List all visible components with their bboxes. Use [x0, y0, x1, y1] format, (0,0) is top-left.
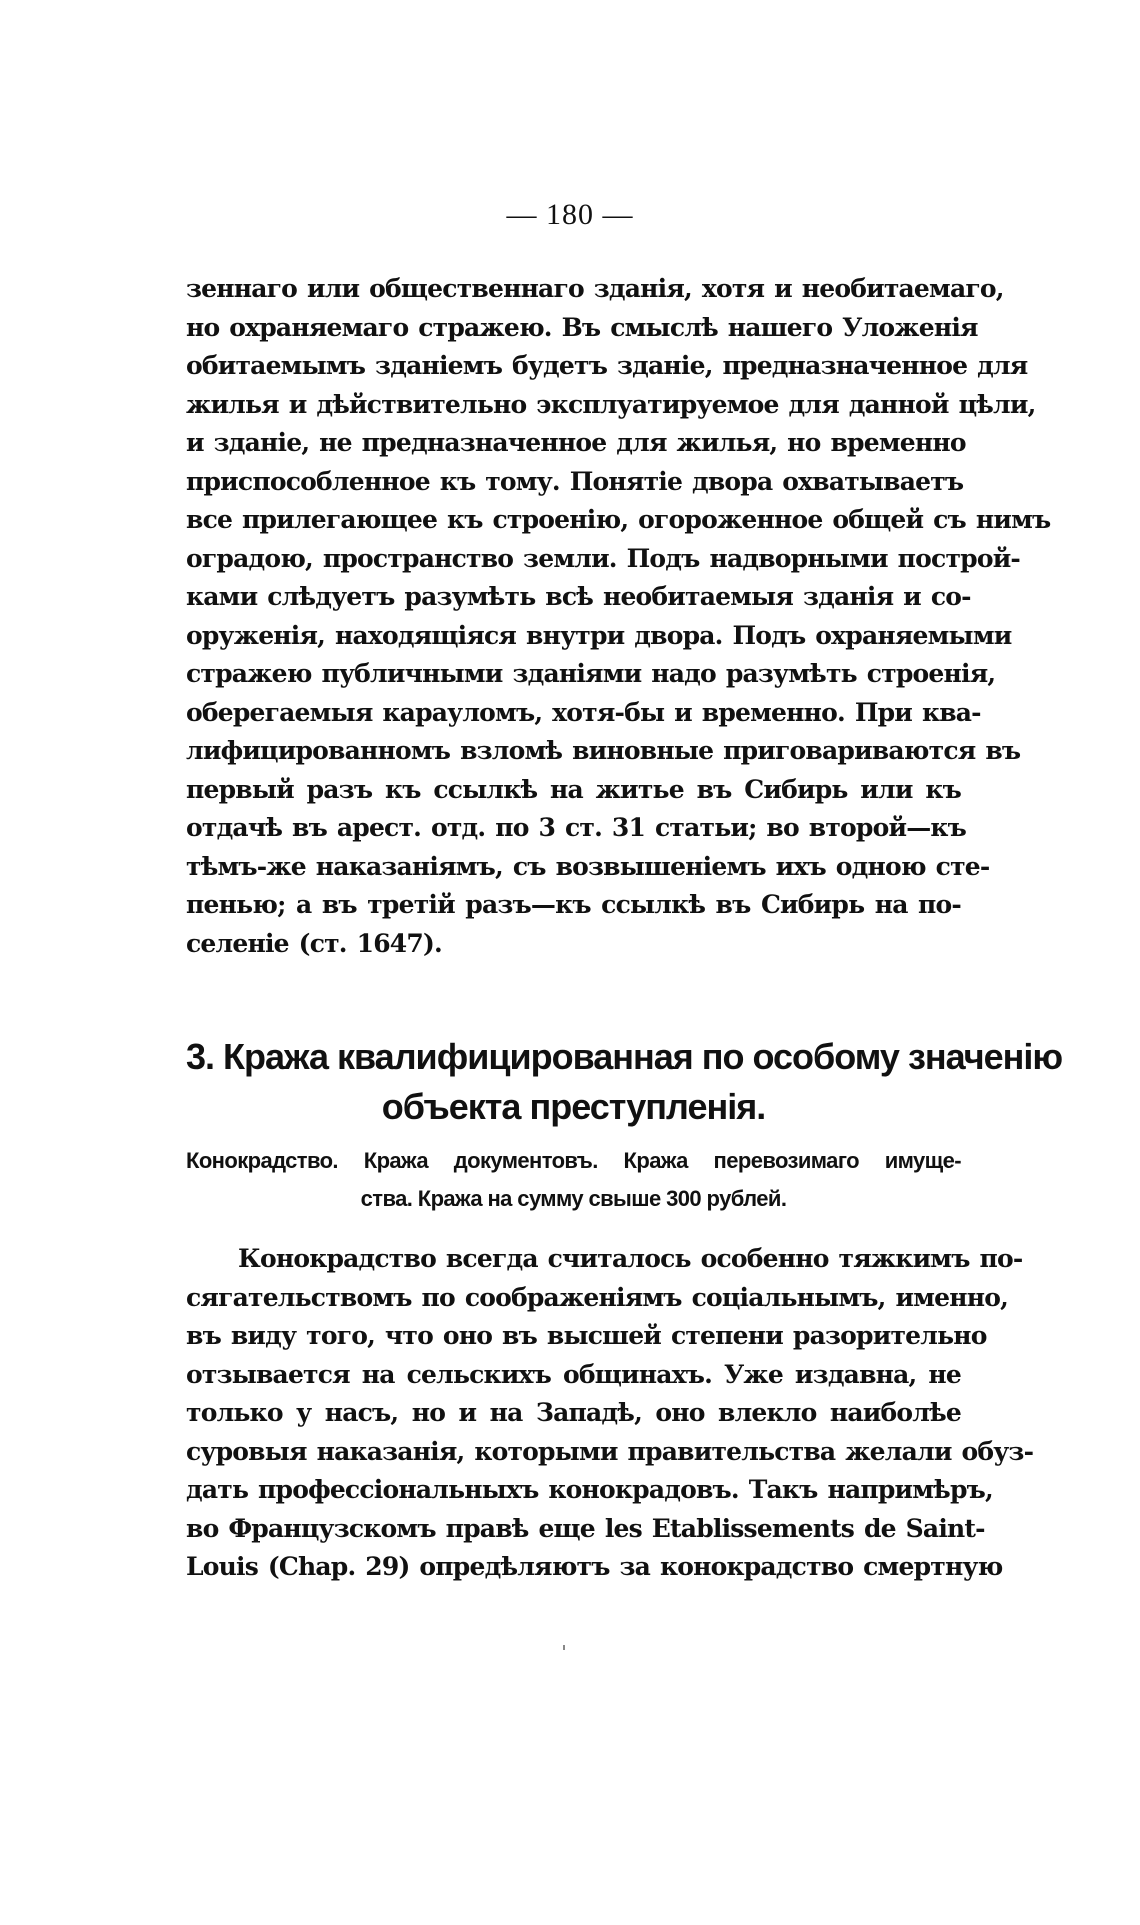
text-line: оберегаемыя карауломъ, хотя-бы и временно. При ква- — [186, 697, 981, 727]
page-number: — 180 — — [506, 198, 634, 231]
text-line: жилья и дѣйствительно эксплуатируемое для данной цѣли, — [186, 389, 1036, 419]
text-line: селеніе (ст. 1647). — [186, 928, 442, 958]
text-line: зеннаго или общественнаго зданія, хотя и необитаемаго, — [186, 274, 1004, 303]
print-speck — [563, 1645, 565, 1650]
text-line: Конокрадство всегда считалось особенно тяжкимъ по- — [238, 1244, 1023, 1273]
text-line: приспособленное къ тому. Понятіе двора охватываетъ — [186, 466, 964, 496]
section-heading — [186, 1032, 1063, 1132]
text-line: суровыя наказанія, которыми правительства желали обуз- — [186, 1436, 1034, 1466]
section-subheading — [186, 1142, 961, 1218]
section-heading-line: объекта преступленія. — [381, 1086, 766, 1127]
text-line: Louis (Chap. 29) опредѣляютъ за конокрадство смертную — [186, 1552, 1003, 1581]
text-line: только у насъ, но и на Западѣ, оно влекло наиболѣе — [186, 1398, 961, 1427]
text-line: оградою, пространство земли. Подъ надворными построй- — [186, 543, 1021, 573]
text-line: дать профессіональныхъ конокрадовъ. Такъ напримѣръ, — [186, 1475, 993, 1504]
text-line: все прилегающее къ строенію, огороженное общей съ нимъ — [186, 505, 1051, 534]
text-line: во Французскомъ правѣ еще les Etablissements de Saint- — [186, 1513, 985, 1543]
subheading-line: Конокрадство. Кража документовъ. Кража перевозимаго имуще- — [186, 1148, 961, 1173]
text-line: въ виду того, что оно въ высшей степени разорительно — [186, 1321, 987, 1350]
text-line: обитаемымъ зданіемъ будетъ зданіе, предназначенное для — [186, 351, 1028, 380]
text-line: ками слѣдуетъ разумѣть всѣ необитаемыя зданія и со- — [186, 582, 971, 611]
text-line: пенью; а въ третій разъ—къ ссылкѣ въ Сибирь на по- — [186, 890, 961, 919]
paragraph-continued — [186, 270, 1051, 963]
text-line: и зданіе, не предназначенное для жилья, но временно — [186, 428, 966, 457]
section-heading-line: 3. Кража квалифицированная по особому значенію — [186, 1036, 1063, 1077]
text-line: тѣмъ-же наказаніямъ, съ возвышеніемъ ихъ одною сте- — [186, 851, 990, 881]
text-line: сягательствомъ по соображеніямъ соціальнымъ, именно, — [186, 1282, 1009, 1312]
text-line: лифицированномъ взломѣ виновные приговариваются въ — [186, 736, 1021, 765]
text-line: отдачѣ въ арест. отд. по 3 ст. 31 статьи; во второй—къ — [186, 813, 967, 842]
text-line: отзывается на сельскихъ общинахъ. Уже издавна, не — [186, 1359, 961, 1389]
subheading-line: ства. Кража на сумму свыше 300 рублей. — [360, 1186, 787, 1211]
paragraph-konokradstvo — [186, 1240, 1034, 1587]
text-line: стражею публичными зданіями надо разумѣть строенія, — [186, 659, 996, 688]
text-line: оруженія, находящіяся внутри двора. Подъ охраняемыми — [186, 620, 1012, 650]
text-line: но охраняемаго стражею. Въ смыслѣ нашего Уложенія — [186, 312, 978, 342]
text-line: первый разъ къ ссылкѣ на житье въ Сибирь или къ — [186, 774, 961, 804]
